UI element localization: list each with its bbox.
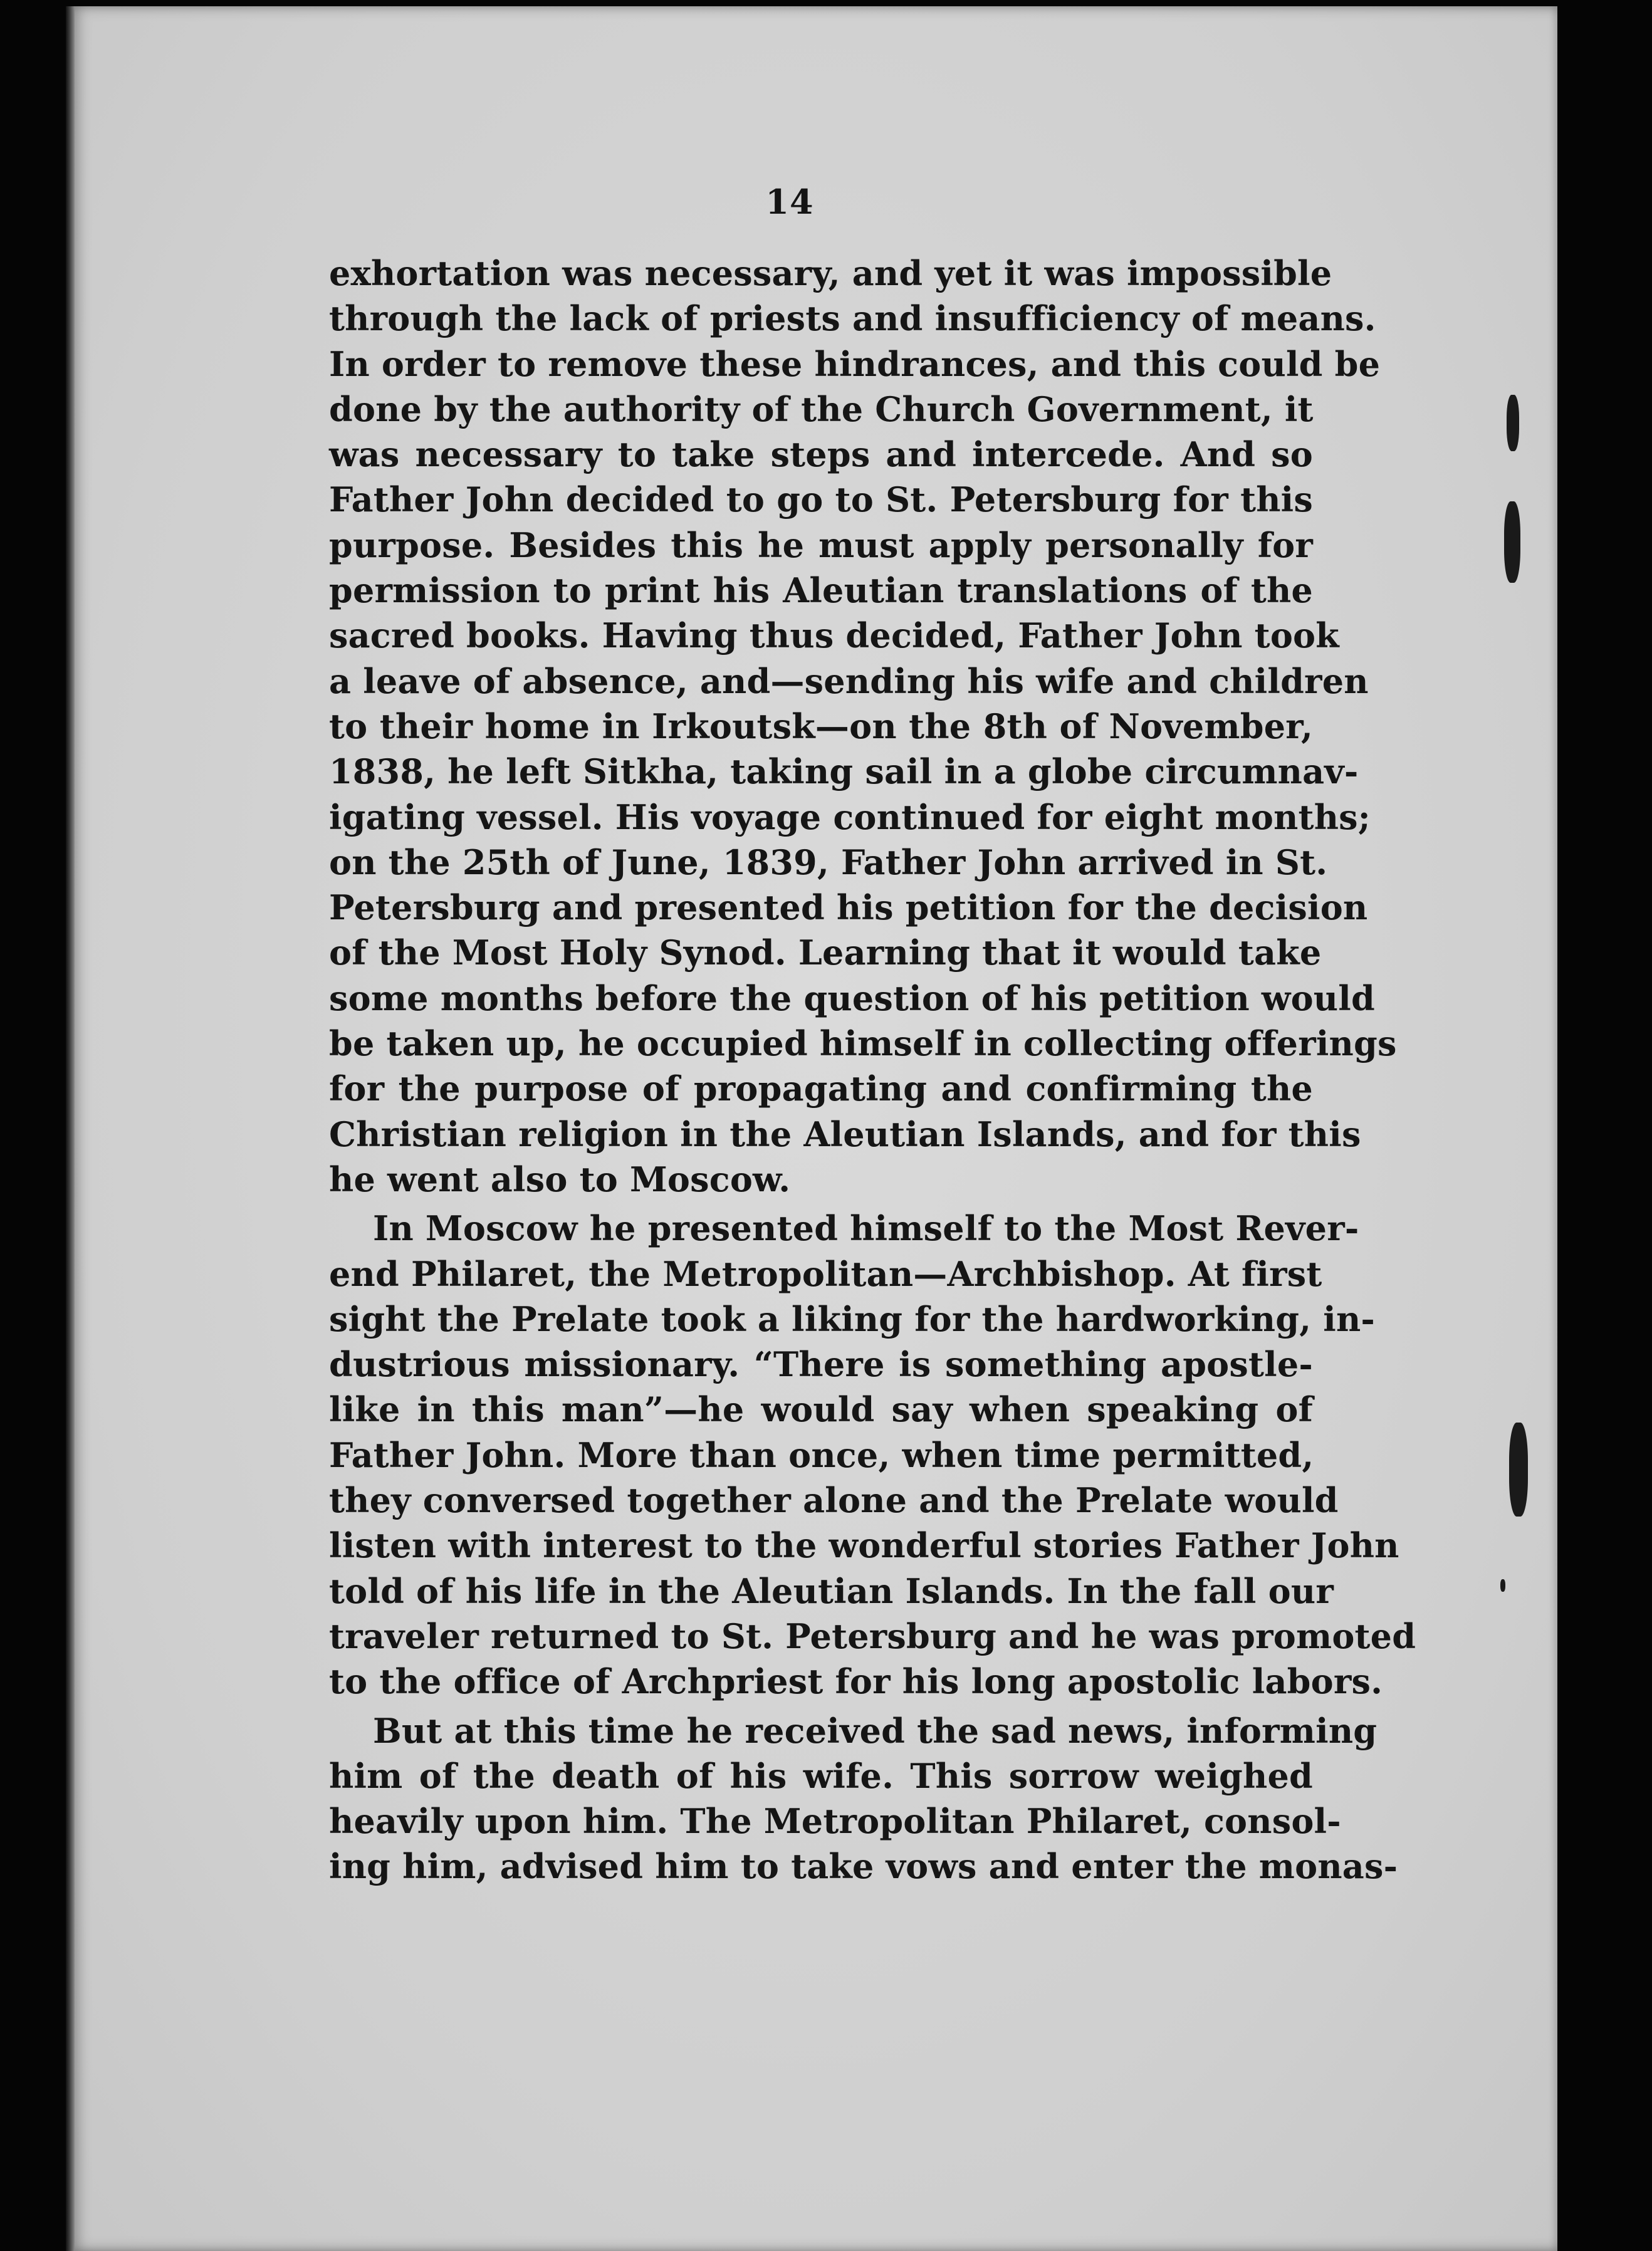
margin-mark — [1504, 501, 1520, 583]
text-line: for the purpose of propagating and confirming the — [329, 1068, 1313, 1109]
text-line: like in this man”—he would say when speaking of — [329, 1389, 1313, 1430]
text-line: he went also to Moscow. — [329, 1159, 791, 1199]
text-line: ing him, advised him to take vows and enter the monas- — [329, 1846, 1398, 1887]
text-line: igating vessel. His voyage continued for eight months; — [329, 796, 1371, 837]
text-line: told of his life in the Aleutian Islands. In the fall our — [329, 1570, 1334, 1611]
text-line: they conversed together alone and the Prelate would — [329, 1480, 1339, 1521]
text-line: Petersburg and presented his petition for the decision — [329, 887, 1368, 928]
text-line: In order to remove these hindrances, and this could be — [329, 343, 1381, 384]
text-line: purpose. Besides this he must apply personally for — [329, 525, 1313, 565]
text-line: end Philaret, the Metropolitan—Archbishop. At first — [329, 1253, 1322, 1294]
text-line: was necessary to take steps and intercede. And so — [329, 434, 1313, 475]
text-line: But at this time he received the sad news, informing — [373, 1710, 1378, 1751]
text-line: Father John. More than once, when time permitted, — [329, 1434, 1314, 1475]
text-line: him of the death of his wife. This sorrow weighed — [329, 1755, 1313, 1796]
text-line: sacred books. Having thus decided, Father John took — [329, 615, 1339, 656]
text-line: some months before the question of his petition would — [329, 978, 1375, 1018]
text-line: done by the authority of the Church Government, it — [329, 389, 1314, 429]
text-line: exhortation was necessary, and yet it was impossible — [329, 253, 1332, 293]
page-number: 14 — [765, 182, 814, 222]
body-text — [329, 251, 1416, 1889]
margin-mark — [1509, 1423, 1528, 1517]
text-line: to their home in Irkoutsk—on the 8th of November, — [329, 706, 1313, 746]
margin-mark — [1507, 395, 1519, 451]
text-line: Christian religion in the Aleutian Islands, and for this — [329, 1114, 1361, 1154]
text-line: heavily upon him. The Metropolitan Philaret, consol- — [329, 1801, 1341, 1842]
text-line: listen with interest to the wonderful stories Father John — [329, 1525, 1399, 1566]
margin-mark — [1500, 1579, 1505, 1592]
text-line: sight the Prelate took a liking for the hardworking, in- — [329, 1298, 1376, 1339]
paragraph-3 — [329, 1708, 1398, 1889]
text-line: traveler returned to St. Petersburg and he was promoted — [329, 1616, 1416, 1656]
text-line: a leave of absence, and—sending his wife and children — [329, 661, 1369, 701]
text-line: dustrious missionary. “There is something apostle- — [329, 1344, 1313, 1385]
text-line: on the 25th of June, 1839, Father John arrived in St. — [329, 842, 1328, 882]
text-line: permission to print his Aleutian translations of the — [329, 570, 1313, 611]
text-line: 1838, he left Sitkha, taking sail in a globe circumnav- — [329, 751, 1359, 792]
text-line: Father John decided to go to St. Petersburg for this — [329, 479, 1313, 520]
paragraph-2 — [329, 1206, 1416, 1704]
text-line: be taken up, he occupied himself in collecting offerings — [329, 1023, 1397, 1064]
text-line: of the Most Holy Synod. Learning that it would take — [329, 932, 1322, 973]
text-line: to the office of Archpriest for his long apostolic labors. — [329, 1661, 1383, 1702]
page-binding-edge — [66, 6, 75, 2251]
paragraph-1 — [329, 251, 1397, 1202]
text-line: In Moscow he presented himself to the Most Rever- — [373, 1208, 1359, 1249]
text-line: through the lack of priests and insufficiency of means. — [329, 298, 1376, 339]
